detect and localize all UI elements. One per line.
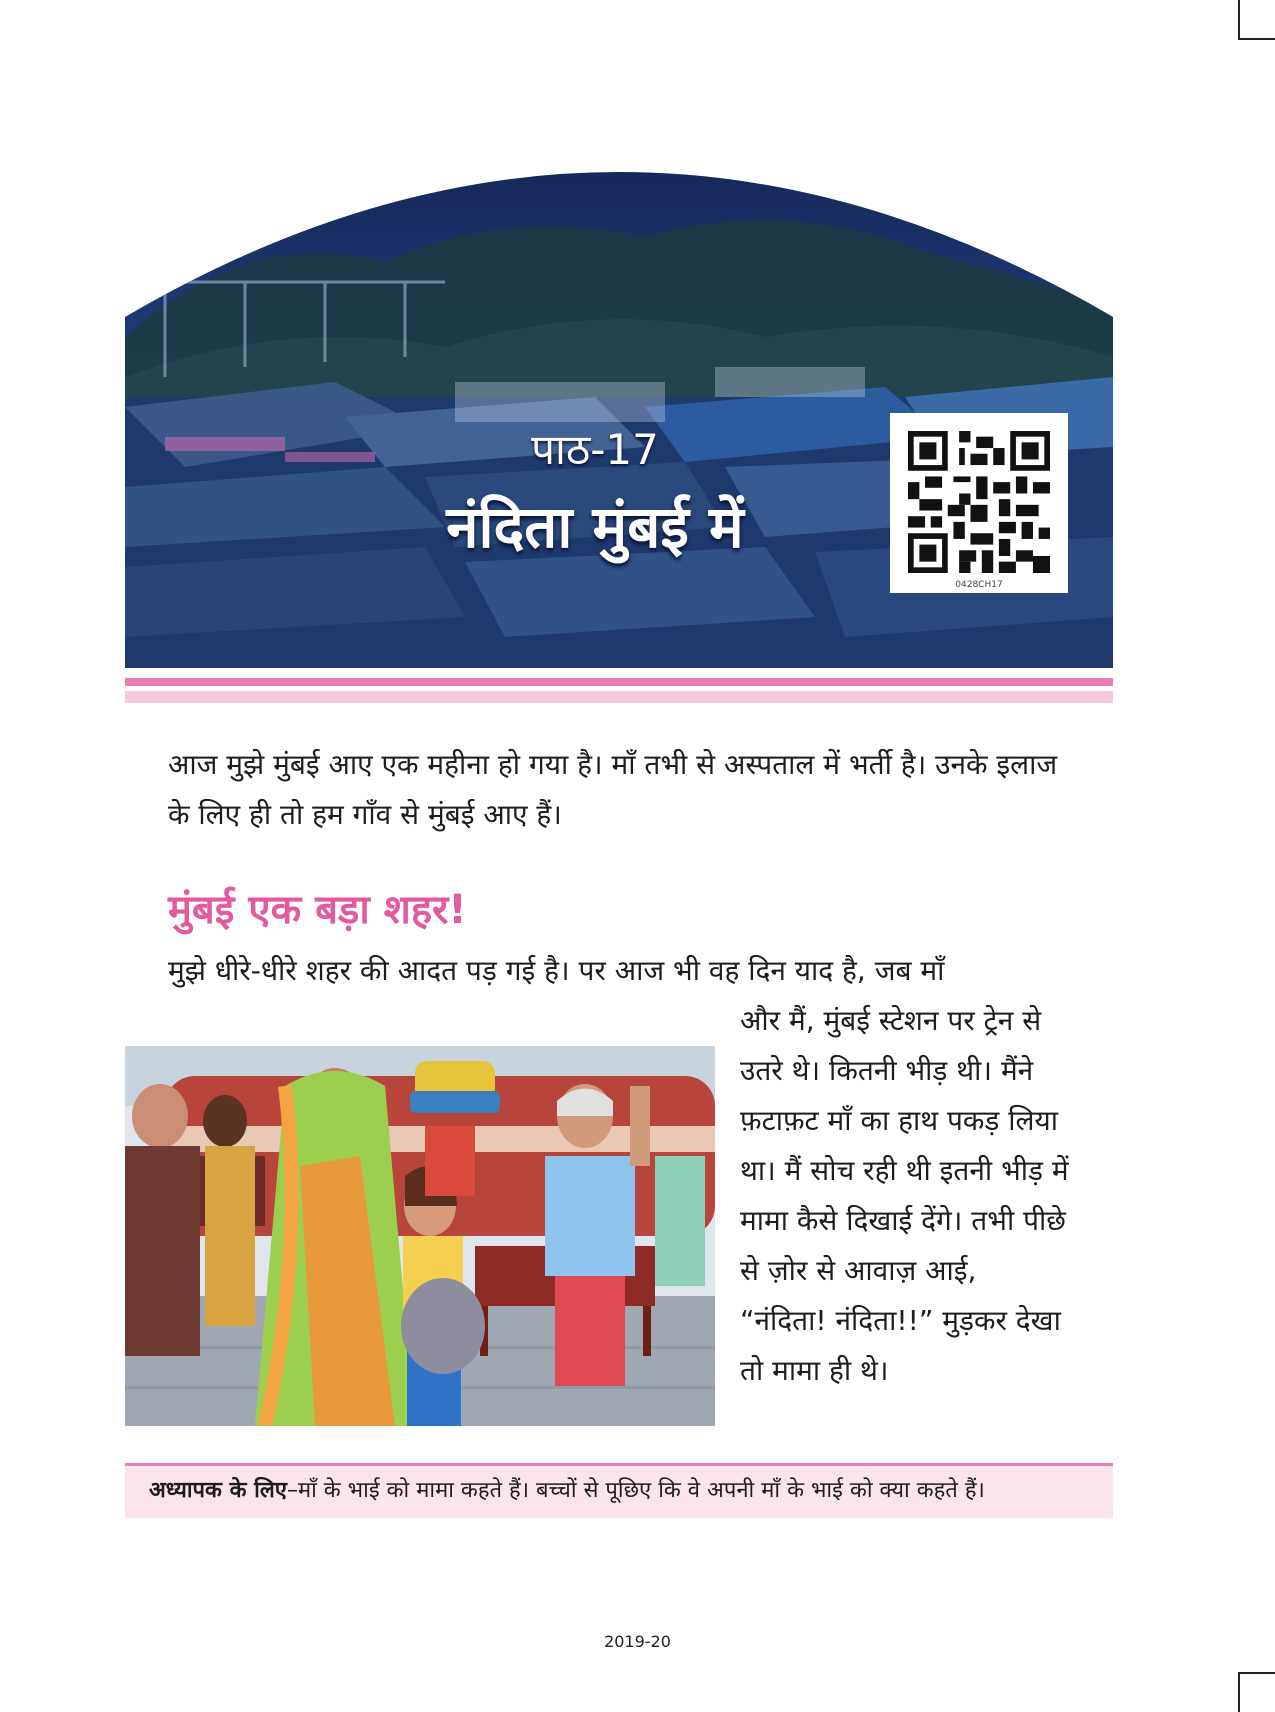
pink-band-light [125, 691, 1113, 703]
paragraph-story-line-1: मुझे धीरे-धीरे शहर की आदत पड़ गई है। पर आज भी वह दिन याद है, जब माँ [168, 954, 945, 987]
qr-code-icon [908, 431, 1050, 573]
pink-band-thick [125, 678, 1113, 686]
chapter-banner [125, 167, 1113, 668]
section-heading: मुंबई एक बड़ा शहर! [168, 887, 467, 933]
qr-code[interactable] [890, 413, 1068, 593]
station-illustration [125, 1046, 715, 1426]
crop-mark-bottom-right [1238, 1672, 1275, 1712]
chapter-title: नंदिता मुंबई में [446, 493, 744, 561]
paragraph-intro: आज मुझे मुंबई आए एक महीना हो गया है। माँ तभी से अस्पताल में भर्ती है। उनके इलाज के लिए ही तो हम गाँव से मुंबई आए हैं। [168, 748, 1058, 831]
crop-mark-top-right [1238, 0, 1275, 40]
page-footer-year: 2019-20 [604, 1632, 671, 1651]
paragraph-story-continued: और मैं, मुंबई स्टेशन पर ट्रेन से उतरे थे। कितनी भीड़ थी। मैंने फ़टाफ़ट माँ का हाथ पकड़ लिया था। मैं सोच रही थी इतनी भीड़ में मामा कैसे दिखाई देंगे। तभी पीछे से ज़ोर से आवाज़ आई, “नंदिता! नंदिता!!” मुड़कर देखा तो मामा ही थे। [740, 1004, 1069, 1387]
teacher-note [125, 1463, 1113, 1518]
teacher-note-label: अध्यापक के लिए [149, 1478, 287, 1503]
teacher-note-text: –माँ के भाई को मामा कहते हैं। बच्चों से पूछिए कि वे अपनी माँ के भाई को क्या कहते हैं। [286, 1478, 985, 1503]
qr-code-label: 0428CH17 [955, 580, 1003, 590]
chapter-number: पाठ-17 [531, 425, 659, 474]
